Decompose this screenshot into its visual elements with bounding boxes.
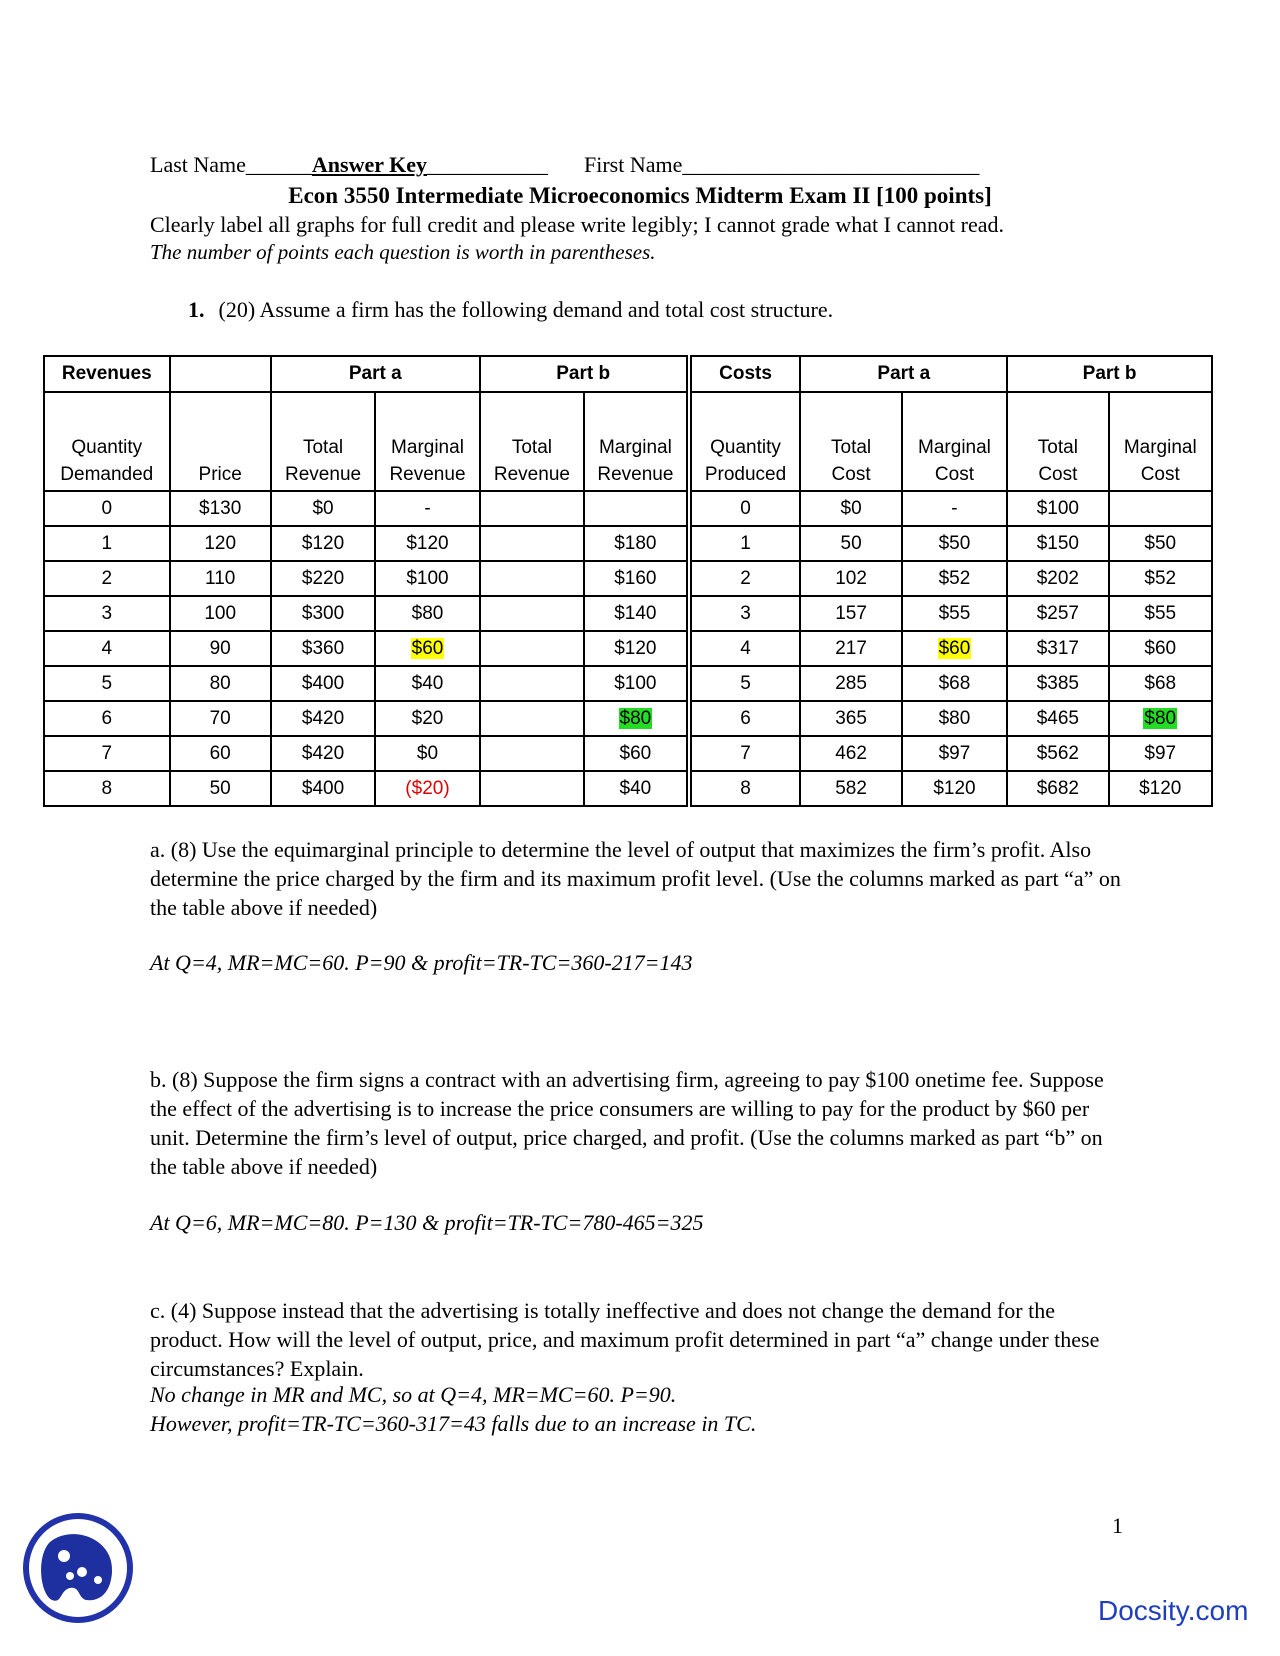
question-1-text: (20) Assume a firm has the following demand and total cost structure.: [218, 297, 834, 322]
cell-value: 7: [740, 742, 751, 764]
cell-price: [170, 491, 271, 526]
cell-value: $120: [614, 637, 657, 659]
last-name-blank: ___________: [427, 152, 548, 177]
cell-value: 102: [835, 567, 867, 589]
cell-marginal-revenue-b: [584, 736, 688, 771]
col-header-line-2: Cost: [1038, 464, 1078, 485]
demand-cost-table: [43, 355, 1213, 807]
cell-marginal-revenue-b: [584, 526, 688, 561]
cell-total-cost-a: [800, 631, 901, 666]
cell-total-revenue-b: [480, 561, 584, 596]
cell-quantity-produced: [689, 701, 801, 736]
col-header-line-2: Price: [198, 464, 242, 485]
cell-total-revenue-b: [480, 666, 584, 701]
cell-value: 365: [835, 707, 867, 729]
cell-value: $220: [301, 567, 345, 589]
cell-total-cost-b: [1007, 631, 1108, 666]
cell-marginal-cost-b: [1109, 526, 1213, 561]
cell-value: 0: [740, 497, 751, 519]
group-header-row: [44, 356, 1212, 392]
cell-value: 7: [101, 742, 113, 764]
cell-value: 110: [205, 567, 236, 589]
cell-marginal-revenue-b: [584, 631, 688, 666]
cell-value: $420: [301, 707, 345, 729]
cell-value: $180: [614, 532, 657, 554]
col-header-price: [170, 392, 271, 491]
cell-value: $60: [1144, 637, 1177, 659]
cell-value: 4: [740, 637, 751, 659]
cell-quantity-produced: [689, 561, 801, 596]
cell-total-revenue-b: [480, 631, 584, 666]
cell-total-revenue-a: [271, 491, 375, 526]
col-header-line-2: Cost: [934, 464, 974, 485]
cell-value: $317: [1036, 637, 1079, 659]
col-header-line-2: Produced: [704, 464, 787, 485]
col-header-line-2: Revenue: [389, 464, 466, 485]
cell-total-cost-a: [800, 561, 901, 596]
cell-marginal-revenue-b: [584, 491, 688, 526]
group-revenue-part-a: Part a: [271, 356, 480, 392]
cell-value: $52: [938, 567, 971, 589]
docsity-logo-icon: [22, 1512, 134, 1624]
cell-total-cost-b: [1007, 736, 1108, 771]
cell-value: $160: [614, 567, 657, 589]
cell-value: 0: [101, 497, 113, 519]
cell-total-cost-a: [800, 771, 901, 806]
cell-value: 6: [740, 707, 751, 729]
cell-value: $0: [416, 742, 439, 764]
table-row: [44, 631, 1212, 666]
cell-value: -: [951, 497, 958, 519]
cell-marginal-revenue-a: [375, 596, 479, 631]
cell-value: $50: [1144, 532, 1177, 554]
cell-value: $68: [1144, 672, 1177, 694]
cell-price: [170, 701, 271, 736]
cell-value: ($20): [405, 777, 450, 799]
cell-quantity-produced: [689, 596, 801, 631]
cell-value: $400: [301, 672, 345, 694]
cell-value: $50: [938, 532, 971, 554]
cell-marginal-revenue-a: [375, 701, 479, 736]
col-header-quantity-produced: [689, 392, 801, 491]
cell-total-revenue-b: [480, 771, 584, 806]
cell-marginal-cost-b: [1109, 666, 1213, 701]
cell-marginal-cost-b: [1109, 631, 1213, 666]
cell-value: $130: [199, 497, 242, 519]
cell-quantity-produced: [689, 491, 801, 526]
cell-total-revenue-b: [480, 701, 584, 736]
col-header-line-2: Demanded: [60, 464, 154, 485]
cell-value: $68: [938, 672, 971, 694]
cell-value: 60: [209, 742, 231, 764]
cell-total-revenue-b: [480, 491, 584, 526]
cell-price: [170, 561, 271, 596]
group-cost-part-b: Part b: [1007, 356, 1212, 392]
cell-total-cost-b: [1007, 491, 1108, 526]
cell-value: $80: [411, 602, 444, 624]
cell-value: 285: [835, 672, 867, 694]
cell-price: [170, 666, 271, 701]
cell-value: 4: [101, 637, 113, 659]
cell-total-cost-a: [800, 596, 901, 631]
table-row: [44, 561, 1212, 596]
cell-value: 90: [209, 637, 231, 659]
part-a-answer: At Q=4, MR=MC=60. P=90 & profit=TR-TC=360-217=143: [150, 950, 693, 975]
cell-total-revenue-b: [480, 736, 584, 771]
exam-title: Econ 3550 Intermediate Microeconomics Midterm Exam II [100 points]: [288, 183, 992, 208]
cell-value: 70: [209, 707, 231, 729]
cell-value: $465: [1036, 707, 1079, 729]
cell-quantity-produced: [689, 771, 801, 806]
cell-value: 462: [835, 742, 867, 764]
col-header-line-1: Quantity: [71, 437, 143, 458]
table-row: [44, 701, 1212, 736]
cell-quantity-demanded: [44, 561, 170, 596]
part-c-answer-line-2: However, profit=TR-TC=360-317=43 falls due to an increase in TC.: [150, 1411, 757, 1436]
cell-value: 2: [740, 567, 751, 589]
cell-value: $20: [411, 707, 444, 729]
cell-total-revenue-a: [271, 526, 375, 561]
cell-total-revenue-a: [271, 736, 375, 771]
cell-value: $100: [406, 567, 449, 589]
cell-value: 5: [101, 672, 113, 694]
cell-marginal-revenue-b: [584, 596, 688, 631]
table-row: [44, 736, 1212, 771]
col-header-line-2: Revenue: [285, 464, 362, 485]
cell-marginal-cost-b: [1109, 736, 1213, 771]
question-1-number: 1.: [188, 297, 205, 322]
docsity-brand: Docsity.com: [1098, 1595, 1249, 1626]
part-c-answer-line-1: No change in MR and MC, so at Q=4, MR=MC=60. P=90.: [150, 1382, 677, 1407]
cell-value: $682: [1036, 777, 1079, 799]
table-row: [44, 526, 1212, 561]
cell-value: $80: [619, 707, 652, 729]
cell-total-cost-a: [800, 701, 901, 736]
cell-value: $40: [619, 777, 652, 799]
column-header-row: [44, 392, 1212, 491]
cell-marginal-revenue-a: [375, 666, 479, 701]
group-blank: [170, 356, 271, 392]
table-row: [44, 771, 1212, 806]
cell-value: $0: [840, 497, 862, 519]
cell-value: 50: [840, 532, 862, 554]
cell-total-revenue-a: [271, 771, 375, 806]
cell-total-cost-b: [1007, 666, 1108, 701]
cell-price: [170, 631, 271, 666]
cell-value: 8: [101, 777, 113, 799]
cell-marginal-cost-a: [902, 596, 1008, 631]
cell-value: 1: [101, 532, 113, 554]
cell-marginal-cost-a: [902, 526, 1008, 561]
cell-value: $150: [1036, 532, 1079, 554]
col-header-quantity-demanded: [44, 392, 170, 491]
cell-value: 5: [740, 672, 751, 694]
cell-quantity-demanded: [44, 771, 170, 806]
col-header-total-revenue-b: [480, 392, 584, 491]
cell-total-revenue-b: [480, 596, 584, 631]
question-1: [188, 297, 833, 323]
group-revenue-part-b: Part b: [480, 356, 689, 392]
cell-marginal-revenue-b: [584, 701, 688, 736]
first-name-label: First Name___________________________: [584, 152, 980, 177]
cell-price: [170, 736, 271, 771]
cell-marginal-cost-a: [902, 561, 1008, 596]
cell-price: [170, 771, 271, 806]
cell-marginal-cost-b: [1109, 561, 1213, 596]
cell-value: $400: [301, 777, 345, 799]
cell-value: 217: [835, 637, 867, 659]
cell-total-revenue-a: [271, 666, 375, 701]
cell-value: $60: [411, 637, 444, 659]
cell-price: [170, 596, 271, 631]
cell-total-cost-b: [1007, 561, 1108, 596]
cell-value: 120: [204, 532, 237, 554]
cell-quantity-produced: [689, 526, 801, 561]
cell-value: $300: [301, 602, 345, 624]
cell-value: $120: [301, 532, 345, 554]
cell-value: 50: [209, 777, 231, 799]
cell-marginal-revenue-a: [375, 631, 479, 666]
cell-value: 1: [740, 532, 751, 554]
cell-marginal-cost-b: [1109, 596, 1213, 631]
col-header-line-1: Total: [831, 437, 872, 458]
cell-quantity-demanded: [44, 526, 170, 561]
col-header-total-cost-b: [1007, 392, 1108, 491]
cell-total-cost-a: [800, 491, 901, 526]
group-costs: Costs: [689, 356, 801, 392]
cell-marginal-cost-a: [902, 631, 1008, 666]
cell-quantity-demanded: [44, 631, 170, 666]
cell-marginal-cost-a: [902, 701, 1008, 736]
cell-value: $120: [933, 777, 976, 799]
cell-value: $80: [1144, 707, 1177, 729]
col-header-line-1: Total: [1037, 437, 1078, 458]
col-header-line-2: Revenue: [493, 464, 570, 485]
part-b-question: b. (8) Suppose the firm signs a contract with an advertising firm, agreeing to pay $100 onetime fee. Suppose the effect of the advertising is to increase the price consumers are willing to pay for the product by $60 per unit. Determine the firm’s level of output, price charged, and profit. (Use the columns marked as part “b” on the table above if needed): [150, 1067, 1104, 1179]
col-header-marginal-revenue-a: [375, 392, 479, 491]
cell-quantity-demanded: [44, 491, 170, 526]
cell-value: -: [424, 497, 431, 519]
col-header-total-revenue-a: [271, 392, 375, 491]
col-header-line-1: Marginal: [1123, 437, 1197, 458]
col-header-line-1: Marginal: [918, 437, 991, 458]
cell-value: $100: [614, 672, 657, 694]
cell-value: $385: [1036, 672, 1079, 694]
part-c-question: c. (4) Suppose instead that the advertising is totally ineffective and does not change the demand for the product. How will the level of output, price, and maximum profit determined in part “a” change under these circumstances? Explain.: [150, 1298, 1100, 1381]
cell-total-revenue-a: [271, 701, 375, 736]
cell-value: $120: [1139, 777, 1182, 799]
cell-value: $140: [614, 602, 657, 624]
cell-value: $257: [1036, 602, 1079, 624]
cell-value: $562: [1036, 742, 1079, 764]
cell-marginal-cost-a: [902, 736, 1008, 771]
cell-marginal-revenue-a: [375, 491, 479, 526]
cell-value: $120: [406, 532, 449, 554]
cell-quantity-demanded: [44, 736, 170, 771]
table-row: [44, 596, 1212, 631]
cell-value: $360: [301, 637, 345, 659]
col-header-line-2: Revenue: [597, 464, 674, 485]
answer-key-label: Answer Key: [311, 152, 427, 177]
cell-marginal-revenue-a: [375, 526, 479, 561]
cell-value: $52: [1144, 567, 1177, 589]
cell-value: 3: [740, 602, 751, 624]
cell-total-revenue-a: [271, 596, 375, 631]
col-header-line-1: Total: [302, 437, 344, 458]
cell-marginal-revenue-a: [375, 736, 479, 771]
cell-value: $60: [619, 742, 652, 764]
col-header-line-1: Marginal: [391, 437, 464, 458]
cell-value: 3: [101, 602, 113, 624]
cell-marginal-revenue-a: [375, 771, 479, 806]
cell-marginal-cost-b: [1109, 701, 1213, 736]
cell-value: 8: [740, 777, 751, 799]
cell-quantity-demanded: [44, 666, 170, 701]
last-name-label: Last Name______: [150, 152, 312, 177]
cell-value: $100: [1036, 497, 1079, 519]
cell-marginal-revenue-b: [584, 771, 688, 806]
cell-value: $420: [301, 742, 345, 764]
col-header-total-cost-a: [800, 392, 901, 491]
cell-total-cost-a: [800, 526, 901, 561]
cell-marginal-cost-b: [1109, 491, 1213, 526]
cell-total-revenue-a: [271, 631, 375, 666]
col-header-line-1: Marginal: [598, 437, 672, 458]
cell-value: $55: [938, 602, 971, 624]
cell-marginal-revenue-a: [375, 561, 479, 596]
cell-total-cost-b: [1007, 596, 1108, 631]
col-header-line-1: Quantity: [710, 437, 781, 458]
col-header-line-1: Total: [511, 437, 552, 458]
cell-marginal-cost-b: [1109, 771, 1213, 806]
cell-quantity-produced: [689, 631, 801, 666]
part-c-answer: [150, 1380, 1130, 1438]
part-b-answer: At Q=6, MR=MC=80. P=130 & profit=TR-TC=780-465=325: [150, 1210, 704, 1235]
col-header-marginal-cost-b: [1109, 392, 1213, 491]
col-header-marginal-revenue-b: [584, 392, 688, 491]
cell-value: $97: [1144, 742, 1177, 764]
cell-value: 100: [204, 602, 237, 624]
table-row: [44, 491, 1212, 526]
cell-total-cost-b: [1007, 701, 1108, 736]
cell-value: $0: [312, 497, 334, 519]
cell-total-cost-b: [1007, 771, 1108, 806]
cell-value: 6: [101, 707, 113, 729]
cell-value: $40: [411, 672, 444, 694]
group-cost-part-a: Part a: [800, 356, 1007, 392]
cell-total-cost-a: [800, 666, 901, 701]
cell-value: $55: [1144, 602, 1177, 624]
cell-quantity-produced: [689, 666, 801, 701]
page-number: 1: [1112, 1513, 1123, 1538]
cell-marginal-cost-a: [902, 771, 1008, 806]
cell-marginal-revenue-b: [584, 561, 688, 596]
cell-value: $60: [938, 637, 971, 659]
cell-marginal-revenue-b: [584, 666, 688, 701]
cell-price: [170, 526, 271, 561]
cell-value: $202: [1036, 567, 1079, 589]
cell-marginal-cost-a: [902, 666, 1008, 701]
cell-quantity-demanded: [44, 701, 170, 736]
cell-value: 2: [101, 567, 113, 589]
col-header-line-2: Cost: [831, 464, 871, 485]
cell-value: $80: [938, 707, 971, 729]
cell-quantity-produced: [689, 736, 801, 771]
name-line: [150, 152, 979, 178]
col-header-marginal-cost-a: [902, 392, 1008, 491]
cell-total-revenue-a: [271, 561, 375, 596]
cell-value: $97: [938, 742, 971, 764]
col-header-line-2: Cost: [1140, 464, 1180, 485]
cell-total-cost-a: [800, 736, 901, 771]
cell-total-cost-b: [1007, 526, 1108, 561]
cell-marginal-cost-a: [902, 491, 1008, 526]
instructions: Clearly label all graphs for full credit and please write legibly; I cannot grade what I cannot read.: [150, 212, 1004, 237]
cell-value: 582: [835, 777, 867, 799]
cell-value: 157: [835, 602, 867, 624]
table-row: [44, 666, 1212, 701]
cell-quantity-demanded: [44, 596, 170, 631]
group-revenues: Revenues: [44, 356, 170, 392]
cell-total-revenue-b: [480, 526, 584, 561]
points-note: The number of points each question is worth in parentheses.: [150, 240, 656, 264]
part-a-question: a. (8) Use the equimarginal principle to determine the level of output that maximizes the firm’s profit. Also determine the price charged by the firm and its maximum profit level. (Use the columns marked as part “a” on the table above if needed): [150, 837, 1121, 920]
cell-value: 80: [209, 672, 231, 694]
